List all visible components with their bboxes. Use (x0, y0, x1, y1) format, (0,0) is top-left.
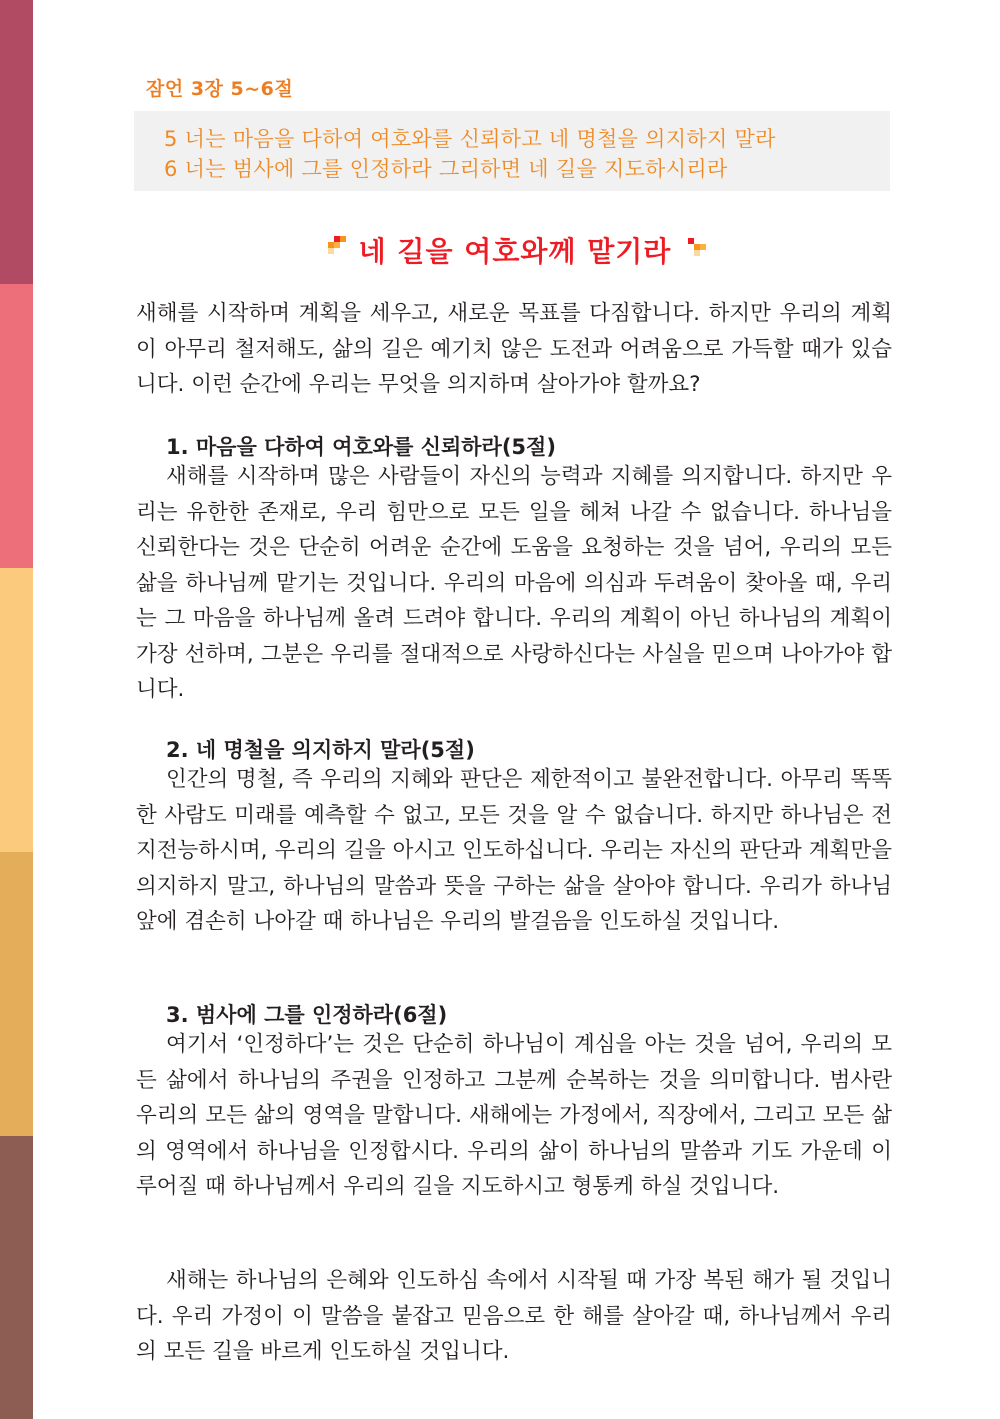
sidebar-segment-3 (0, 568, 33, 852)
page-title: 네 길을 여호와께 맡기라 (358, 235, 672, 268)
sidebar-segment-2 (0, 284, 33, 568)
verse-line-6: 6 너는 범사에 그를 인정하라 그리하면 네 길을 지도하시리라 (164, 157, 728, 181)
sidebar-segment-5 (0, 1136, 33, 1419)
section-body-3: 여기서 ‘인정하다’는 것은 단순히 하나님이 계심을 아는 것을 넘어, 우리의 모든 삶에서 하나님의 주권을 인정하고 그분께 순복하는 것을 의미합니다. 범사란 우리의 모든 삶의 영역을 말합니다. 새해에는 가정에서, 직장에서, 그리고 모든 삶의 영역에서 하나님을 인정합시다. 우리의 삶이 하나님의 말씀과 기도 가운데 이루어질 때 하나님께서 우리의 길을 지도하시고 형통케 하실 것입니다. (136, 1032, 892, 1199)
section-heading-3: 3. 범사에 그를 인정하라(6절) (166, 1003, 448, 1027)
sidebar-segment-4 (0, 852, 33, 1136)
scripture-reference: 잠언 3장 5~6절 (146, 78, 294, 100)
section-heading-2: 2. 네 명철을 의지하지 말라(5절) (166, 738, 475, 762)
scripture-verse-box (134, 111, 890, 191)
verse-line-5: 5 너는 마음을 다하여 여호와를 신뢰하고 네 명철을 의지하지 말라 (164, 127, 776, 151)
closing-paragraph: 새해는 하나님의 은혜와 인도하심 속에서 시작될 때 가장 복된 해가 될 것입니다. 우리 가정이 이 말씀을 붙잡고 믿음으로 한 해를 살아갈 때, 하나님께서 우리의 모든 길을 바르게 인도하실 것입니다. (136, 1268, 892, 1364)
title-row (0, 230, 1000, 270)
corner-ornament-right-icon (688, 238, 708, 258)
section-heading-1: 1. 마음을 다하여 여호와를 신뢰하라(5절) (166, 435, 556, 459)
section-body-1: 새해를 시작하며 많은 사람들이 자신의 능력과 지혜를 의지합니다. 하지만 우리는 유한한 존재로, 우리 힘만으로 모든 일을 헤쳐 나갈 수 없습니다. 하나님을 신뢰한다는 것은 단순히 어려운 순간에 도움을 요청하는 것을 넘어, 우리의 모든 삶을 하나님께 맡기는 것입니다. 우리의 마음에 의심과 두려움이 찾아올 때, 우리는 그 마음을 하나님께 올려 드려야 합니다. 우리의 계획이 아닌 하나님의 계획이 가장 선하며, 그분은 우리를 절대적으로 사랑하신다는 사실을 믿으며 나아가야 합니다. (136, 464, 892, 702)
color-sidebar (0, 0, 33, 1419)
section-body-2: 인간의 명철, 즉 우리의 지혜와 판단은 제한적이고 불완전합니다. 아무리 똑똑한 사람도 미래를 예측할 수 없고, 모든 것을 알 수 없습니다. 하지만 하나님은 전지전능하시며, 우리의 길을 아시고 인도하십니다. 우리는 자신의 판단과 계획만을 의지하지 말고, 하나님의 말씀과 뜻을 구하는 삶을 살아야 합니다. 우리가 하나님 앞에 겸손히 나아갈 때 하나님은 우리의 발걸음을 인도하실 것입니다. (136, 767, 892, 934)
intro-paragraph: 새해를 시작하며 계획을 세우고, 새로운 목표를 다짐합니다. 하지만 우리의 계획이 아무리 철저해도, 삶의 길은 예기치 않은 도전과 어려움으로 가득할 때가 있습니다. 이런 순간에 우리는 무엇을 의지하며 살아가야 할까요? (136, 301, 892, 397)
